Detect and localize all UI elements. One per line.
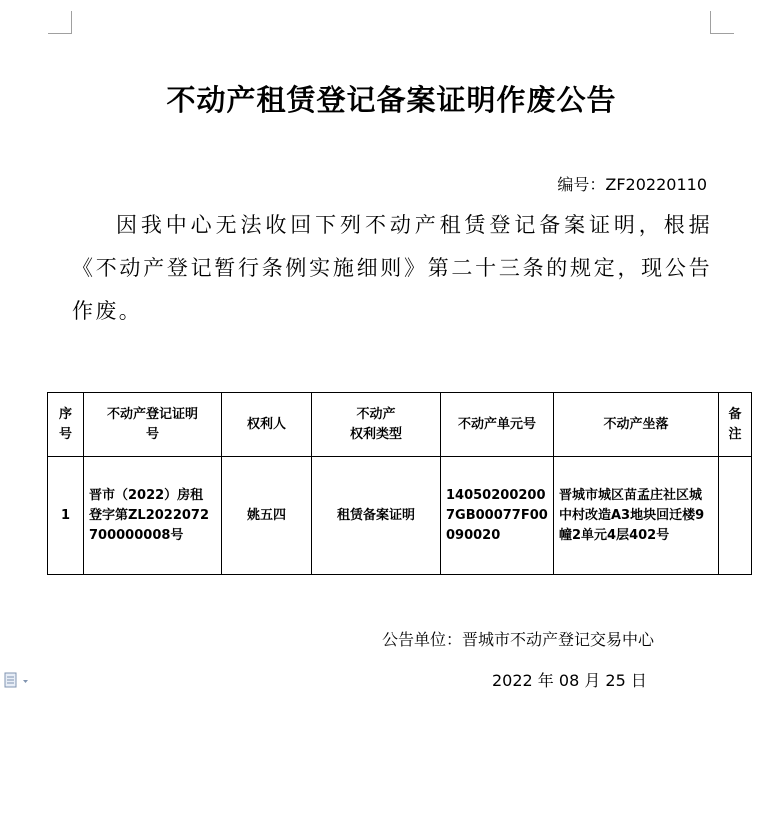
issue-date: 2022 年 08 月 25 日: [492, 671, 647, 690]
page-corner-mark-top-right-vertical: [710, 11, 711, 34]
page-corner-mark-top-left: [48, 33, 72, 34]
cell-unit-no: 140502002007GB00077F00090020: [441, 457, 554, 575]
cell-holder: 姚五四: [222, 457, 312, 575]
header-seq: 序 号: [48, 393, 84, 457]
cell-right-type: 租赁备案证明: [312, 457, 441, 575]
cell-seq: 1: [48, 457, 84, 575]
voided-certificates-table: [47, 392, 752, 575]
header-cert-no: 不动产登记证明 号: [84, 393, 222, 457]
announcement-body: 因我中心无法收回下列不动产租赁登记备案证明，根据《不动产登记暂行条例实施细则》第二十三条的规定，现公告作废。: [72, 213, 712, 323]
document-title: 不动产租赁登记备案证明作废公告: [166, 83, 617, 117]
cell-remark: [719, 457, 752, 575]
issuing-unit: 公告单位：晋城市不动产登记交易中心: [382, 630, 655, 649]
header-location: 不动产坐落: [554, 393, 719, 457]
header-unit-no: 不动产单元号: [441, 393, 554, 457]
header-right-type: 不动产 权利类型: [312, 393, 441, 457]
document-options-icon[interactable]: [4, 672, 30, 688]
header-holder: 权利人: [222, 393, 312, 457]
cell-cert-no: 晋市（2022）房租登字第ZL2022072700000008号: [84, 457, 222, 575]
document-number: 编号：ZF20220110: [557, 175, 707, 194]
page-corner-mark-top-left-vertical: [71, 11, 72, 34]
cell-location: 晋城市城区苗孟庄社区城中村改造A3地块回迁楼9幢2单元4层402号: [554, 457, 719, 575]
table-header-row: [48, 393, 752, 457]
page-corner-mark-top-right: [710, 33, 734, 34]
header-remark: 备 注: [719, 393, 752, 457]
table-row: [48, 457, 752, 575]
